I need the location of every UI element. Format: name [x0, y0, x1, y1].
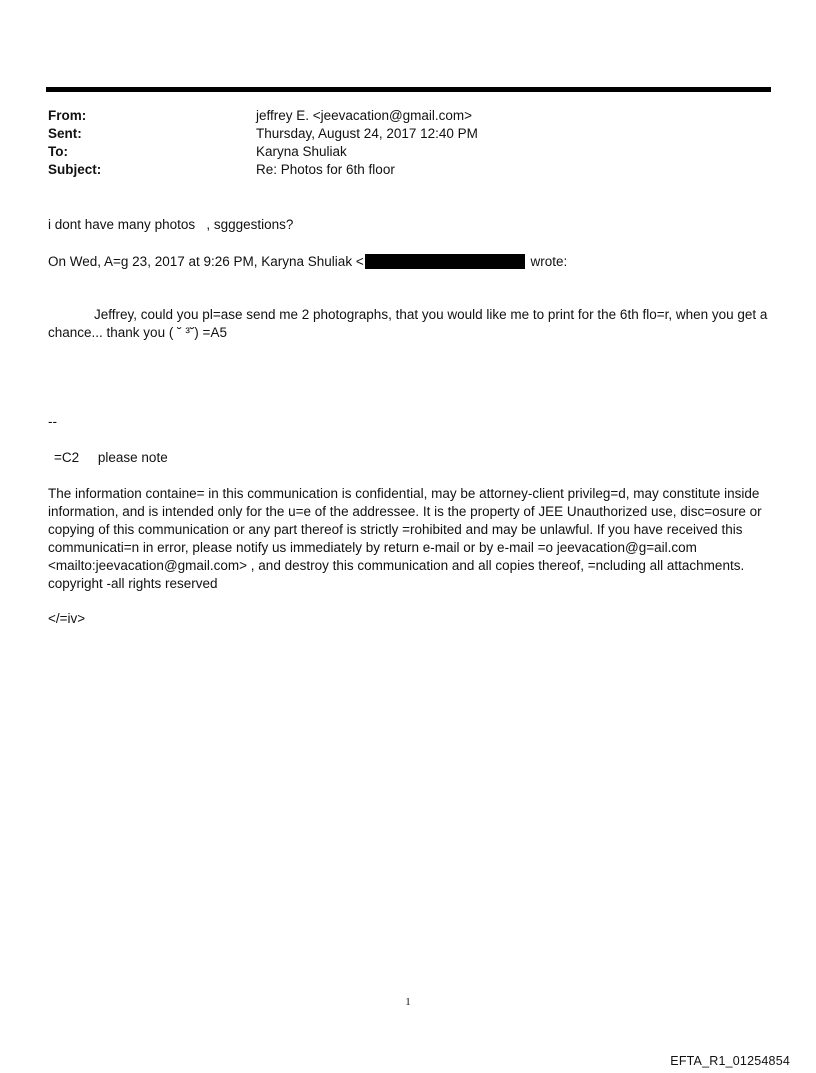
subject-row — [48, 161, 478, 179]
page-number: 1 — [405, 996, 411, 1008]
from-label: From: — [48, 108, 87, 123]
subject-label: Subject: — [48, 162, 102, 177]
sent-row — [48, 125, 478, 143]
to-value: Karyna Shuliak — [256, 144, 347, 159]
header-rule — [46, 87, 771, 92]
document-id: EFTA_R1_01254854 — [670, 1054, 790, 1068]
quoted-message-text: Jeffrey, could you pl=ase send me 2 photographs, that you would like me to print for the 6th flo=r, when you get a chance... thank you ( ˘ ³˘) =A5 — [48, 307, 768, 340]
disclaimer: The information containe= in this communication is confidential, may be attorney-client privileg=d, may constitute inside information, and is intended only for the u=e of the addressee. It is the property of JEE Unauthorized use, disc=osure or copying of this communication or any part thereof is strictly =rohibited and may be unlawful. If you have received this communicati=n in error, please notify us immediately by return e-mail or by e-mail =o jeevacation@g=ail.com <mailto:jeevacation@gmail.com> , and destroy this communication and all copies thereof, =ncluding all attachments. copyright -all rights reserved — [48, 486, 762, 591]
sent-label: Sent: — [48, 126, 82, 141]
from-row — [48, 107, 478, 125]
quote-intro-after: wrote: — [526, 254, 568, 269]
to-row — [48, 143, 478, 161]
reply-line: i dont have many photos , sgggestions? — [48, 217, 294, 232]
quote-intro-before: On Wed, A=g 23, 2017 at 9:26 PM, Karyna Shuliak < — [48, 254, 364, 269]
sent-value: Thursday, August 24, 2017 12:40 PM — [256, 126, 478, 141]
quote-intro — [48, 253, 567, 271]
from-value: jeffrey E. <jeevacation@gmail.com> — [256, 108, 473, 123]
to-label: To: — [48, 144, 68, 159]
redaction-block — [365, 254, 525, 269]
closing-tag: </=iv> — [48, 611, 86, 626]
signature-separator: -- — [48, 414, 57, 429]
subject-value: Re: Photos for 6th floor — [256, 162, 395, 177]
quoted-message — [48, 306, 770, 342]
note-line: =C2 please note — [54, 450, 168, 465]
email-header — [48, 107, 478, 179]
